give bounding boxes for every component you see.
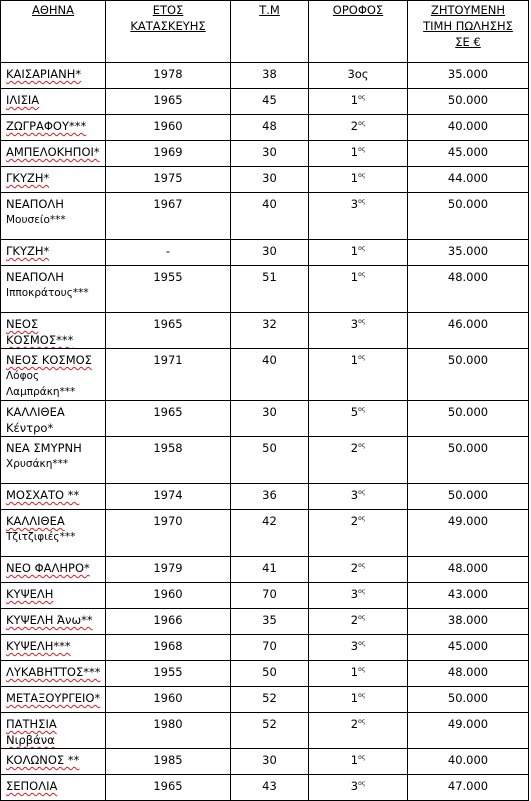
price-cell: 48.000 <box>408 266 529 313</box>
area-cell <box>1 635 106 661</box>
floor-cell <box>309 635 408 661</box>
floor-cell <box>309 313 408 349</box>
area-cell <box>1 510 106 557</box>
header-price-line: ΤΙΜΗ ΠΩΛΗΣΗΣ <box>423 19 513 33</box>
area-cell <box>1 63 106 89</box>
header-name-line: ΑΘΗΝΑ <box>31 3 75 17</box>
price-cell: 43.000 <box>408 583 529 609</box>
floor-cell <box>309 266 408 313</box>
area-name: ΝΕΟΣ ΚΟΣΜΟΣ <box>6 353 92 367</box>
price-cell: 38.000 <box>408 609 529 635</box>
sqm-cell: 50 <box>231 437 309 484</box>
floor-suffix: ος <box>358 172 366 179</box>
header-row <box>1 1 529 63</box>
floor-number: 2 <box>350 561 359 575</box>
area-cell <box>1 557 106 583</box>
year-cell: 1965 <box>106 401 231 437</box>
floor-number: 1 <box>350 145 359 159</box>
area-name: ΓΚΥΖΗ* <box>6 171 50 185</box>
header-price-line: ΣΕ € <box>455 35 481 49</box>
floor-cell <box>309 510 408 557</box>
floor-suffix: ος <box>358 406 366 413</box>
sqm-cell: 30 <box>231 167 309 193</box>
sqm-cell: 42 <box>231 510 309 557</box>
floor-cell <box>309 484 408 510</box>
area-subname: Μουσείο*** <box>6 214 66 226</box>
table-body <box>1 63 529 801</box>
table-row <box>1 401 529 437</box>
year-cell: 1970 <box>106 510 231 557</box>
table-row <box>1 141 529 167</box>
floor-number: 2 <box>350 613 359 627</box>
floor-number: 2 <box>350 717 359 731</box>
table-row <box>1 484 529 510</box>
price-cell: 49.000 <box>408 713 529 749</box>
sqm-cell: 32 <box>231 313 309 349</box>
area-subname: Τζιτζιφιές*** <box>6 531 76 543</box>
header-price <box>408 1 529 63</box>
year-cell: 1968 <box>106 635 231 661</box>
floor-suffix: ος <box>358 94 366 101</box>
floor-cell <box>309 115 408 141</box>
price-cell: 48.000 <box>408 557 529 583</box>
header-year-line: ΕΤΟΣ <box>152 3 184 17</box>
area-cell <box>1 713 106 749</box>
floor-number: 1 <box>350 665 359 679</box>
table-row <box>1 749 529 775</box>
year-cell: 1969 <box>106 141 231 167</box>
year-cell: 1955 <box>106 266 231 313</box>
year-cell: 1985 <box>106 749 231 775</box>
table-row <box>1 349 529 401</box>
year-cell: 1960 <box>106 583 231 609</box>
floor-cell <box>309 141 408 167</box>
table-row <box>1 115 529 141</box>
price-cell: 46.000 <box>408 313 529 349</box>
floor-cell <box>309 583 408 609</box>
area-subname: Χρυσάκη*** <box>6 458 69 470</box>
floor-number: 1 <box>350 691 359 705</box>
sqm-cell: 43 <box>231 775 309 801</box>
sqm-cell: 35 <box>231 609 309 635</box>
year-cell: 1958 <box>106 437 231 484</box>
floor-number: 1 <box>350 753 359 767</box>
table-row <box>1 687 529 713</box>
sqm-cell: 52 <box>231 713 309 749</box>
floor-cell <box>309 557 408 583</box>
floor-number: 3 <box>350 317 359 331</box>
area-name: ΚΥΨΕΛΗ <box>6 587 54 601</box>
floor-suffix: ος <box>358 692 366 699</box>
area-cell <box>1 687 106 713</box>
price-cell: 40.000 <box>408 115 529 141</box>
price-cell: 50.000 <box>408 349 529 401</box>
floor-number: 1 <box>350 171 359 185</box>
area-cell <box>1 484 106 510</box>
table-row <box>1 240 529 266</box>
floor-cell <box>309 63 408 89</box>
sqm-cell: 30 <box>231 141 309 167</box>
floor-cell <box>309 609 408 635</box>
floor-number: 3 <box>350 639 359 653</box>
area-name: ΠΑΤΗΣΙΑ Νιρβάνα <box>6 717 57 747</box>
area-name: ΜΕΤΑΞΟΥΡΓΕΙΟ* <box>6 691 101 705</box>
sqm-cell: 38 <box>231 63 309 89</box>
price-cell: 44.000 <box>408 167 529 193</box>
sqm-cell: 48 <box>231 115 309 141</box>
area-cell <box>1 167 106 193</box>
floor-cell <box>309 401 408 437</box>
price-cell: 45.000 <box>408 635 529 661</box>
header-price-line: ΖΗΤΟΥΜΕΝΗ <box>430 3 506 17</box>
floor-number: 3 <box>350 488 359 502</box>
table-row <box>1 583 529 609</box>
floor-number: 3 <box>350 197 359 211</box>
floor-suffix: ος <box>358 562 366 569</box>
sqm-cell: 70 <box>231 583 309 609</box>
floor-suffix: ος <box>358 515 366 522</box>
area-name: ΚΑΛΛΙΘΕΑ Κέντρο* <box>6 405 65 435</box>
area-cell <box>1 401 106 437</box>
price-cell: 50.000 <box>408 437 529 484</box>
floor-cell <box>309 349 408 401</box>
floor-cell <box>309 437 408 484</box>
floor-cell <box>309 749 408 775</box>
floor-cell <box>309 661 408 687</box>
area-cell <box>1 775 106 801</box>
area-name: ΙΛΙΣΙΑ <box>6 93 40 107</box>
year-cell: 1967 <box>106 193 231 240</box>
area-name: ΑΜΠΕΛΟΚΗΠΟΙ* <box>6 145 100 159</box>
table-row <box>1 89 529 115</box>
year-cell: 1975 <box>106 167 231 193</box>
area-name: ΓΚΥΖΗ* <box>6 244 50 258</box>
year-cell: 1965 <box>106 775 231 801</box>
floor-number: 3 <box>350 587 359 601</box>
year-cell: 1978 <box>106 63 231 89</box>
floor-cell <box>309 240 408 266</box>
sqm-cell: 50 <box>231 661 309 687</box>
floor-suffix: ος <box>358 146 366 153</box>
area-cell <box>1 313 106 349</box>
year-cell: 1966 <box>106 609 231 635</box>
price-cell: 48.000 <box>408 661 529 687</box>
header-year <box>106 1 231 63</box>
sqm-cell: 52 <box>231 687 309 713</box>
table-row <box>1 193 529 240</box>
floor-cell <box>309 193 408 240</box>
sqm-cell: 36 <box>231 484 309 510</box>
price-cell: 45.000 <box>408 141 529 167</box>
price-cell: 50.000 <box>408 193 529 240</box>
area-name: ΚΑΙΣΑΡΙΑΝΗ* <box>6 67 82 81</box>
floor-number: 2 <box>350 119 359 133</box>
table-row <box>1 266 529 313</box>
sqm-cell: 30 <box>231 401 309 437</box>
floor-suffix: ος <box>358 754 366 761</box>
floor-suffix: ος <box>358 640 366 647</box>
area-cell <box>1 115 106 141</box>
floor-suffix: ος <box>358 718 366 725</box>
area-name: ΚΑΛΛΙΘΕΑ <box>6 514 65 528</box>
sqm-cell: 30 <box>231 240 309 266</box>
sqm-cell: 70 <box>231 635 309 661</box>
sqm-cell: 30 <box>231 749 309 775</box>
floor-suffix: ος <box>358 318 366 325</box>
area-cell <box>1 437 106 484</box>
sqm-cell: 40 <box>231 193 309 240</box>
floor-number: 2 <box>350 514 359 528</box>
table-row <box>1 63 529 89</box>
table-row <box>1 713 529 749</box>
area-cell <box>1 661 106 687</box>
area-name: ΝΕΑΠΟΛΗ <box>6 270 64 284</box>
year-cell: 1965 <box>106 313 231 349</box>
floor-suffix: ος <box>358 489 366 496</box>
floor-suffix: ος <box>358 780 366 787</box>
price-cell: 40.000 <box>408 749 529 775</box>
price-cell: 50.000 <box>408 687 529 713</box>
sqm-cell: 40 <box>231 349 309 401</box>
floor-suffix: ος <box>358 245 366 252</box>
table-row <box>1 313 529 349</box>
year-cell: 1960 <box>106 115 231 141</box>
floor-cell <box>309 687 408 713</box>
year-cell: 1974 <box>106 484 231 510</box>
area-name: ΚΥΨΕΛΗ*** <box>6 639 71 653</box>
table-row <box>1 557 529 583</box>
header-sqm <box>231 1 309 63</box>
floor-suffix: ος <box>358 588 366 595</box>
area-name: ΜΟΣΧΑΤΟ ** <box>6 488 80 502</box>
area-name: ΝΕΑ ΣΜΥΡΝΗ <box>6 441 82 455</box>
floor-cell <box>309 713 408 749</box>
area-cell <box>1 583 106 609</box>
table-row <box>1 609 529 635</box>
floor-number: 1 <box>350 244 359 258</box>
year-cell: 1971 <box>106 349 231 401</box>
price-cell: 35.000 <box>408 240 529 266</box>
floor-number: 1 <box>350 270 359 284</box>
price-cell: 50.000 <box>408 401 529 437</box>
area-subname: Ιπποκράτους*** <box>6 287 89 299</box>
table-row <box>1 437 529 484</box>
floor-suffix: ος <box>358 614 366 621</box>
table-row <box>1 167 529 193</box>
floor-number: 2 <box>350 441 359 455</box>
year-cell: 1980 <box>106 713 231 749</box>
price-cell: 35.000 <box>408 63 529 89</box>
sqm-cell: 45 <box>231 89 309 115</box>
year-cell: 1960 <box>106 687 231 713</box>
floor-cell <box>309 89 408 115</box>
area-name: ΚΥΨΕΛΗ Άνω** <box>6 613 93 627</box>
floor-number: 5 <box>350 405 359 419</box>
area-cell <box>1 193 106 240</box>
header-floor-line: ΟΡΟΦΟΣ <box>332 3 384 17</box>
header-year-line: ΚΑΤΑΣΚΕΥΗΣ <box>130 19 206 33</box>
area-name: ΚΟΛΩΝΟΣ ** <box>6 753 80 767</box>
year-cell: - <box>106 240 231 266</box>
floor-number: 3 <box>350 779 359 793</box>
header-floor <box>309 1 408 63</box>
sqm-cell: 51 <box>231 266 309 313</box>
table-row <box>1 510 529 557</box>
area-cell <box>1 749 106 775</box>
area-cell <box>1 141 106 167</box>
floor-number: 1 <box>350 353 359 367</box>
floor-suffix: ος <box>358 354 366 361</box>
area-subname: Λόφος Λαμπράκη*** <box>6 370 76 398</box>
price-cell: 50.000 <box>408 89 529 115</box>
area-name: ΣΕΠΟΛΙΑ <box>6 779 58 793</box>
floor-cell <box>309 775 408 801</box>
area-cell <box>1 349 106 401</box>
area-cell <box>1 89 106 115</box>
year-cell: 1965 <box>106 89 231 115</box>
year-cell: 1979 <box>106 557 231 583</box>
table-row <box>1 775 529 801</box>
price-cell: 47.000 <box>408 775 529 801</box>
table-row <box>1 635 529 661</box>
year-cell: 1955 <box>106 661 231 687</box>
floor-suffix: ος <box>358 198 366 205</box>
area-cell <box>1 240 106 266</box>
price-cell: 50.000 <box>408 484 529 510</box>
floor-cell <box>309 167 408 193</box>
floor-number: 1 <box>350 93 359 107</box>
header-sqm-line: Τ.Μ <box>259 3 280 17</box>
floor-suffix: ος <box>358 120 366 127</box>
area-name: ΝΕΑΠΟΛΗ <box>6 197 64 211</box>
area-name: ΝΕΟΣ ΚΟΣΜΟΣ*** <box>6 317 74 347</box>
area-cell <box>1 609 106 635</box>
header-name <box>1 1 106 63</box>
area-name: ΝΕΟ ΦΑΛΗΡΟ* <box>6 561 90 575</box>
sqm-cell: 41 <box>231 557 309 583</box>
area-name: ΛΥΚΑΒΗΤΤΟΣ*** <box>6 665 101 679</box>
area-cell <box>1 266 106 313</box>
price-cell: 49.000 <box>408 510 529 557</box>
area-name: ΖΩΓΡΑΦΟΥ*** <box>6 119 87 133</box>
floor-suffix: ος <box>358 271 366 278</box>
table-row <box>1 661 529 687</box>
floor-suffix: ος <box>358 666 366 673</box>
floor-number: 3ος <box>347 67 369 81</box>
floor-suffix: ος <box>358 442 366 449</box>
